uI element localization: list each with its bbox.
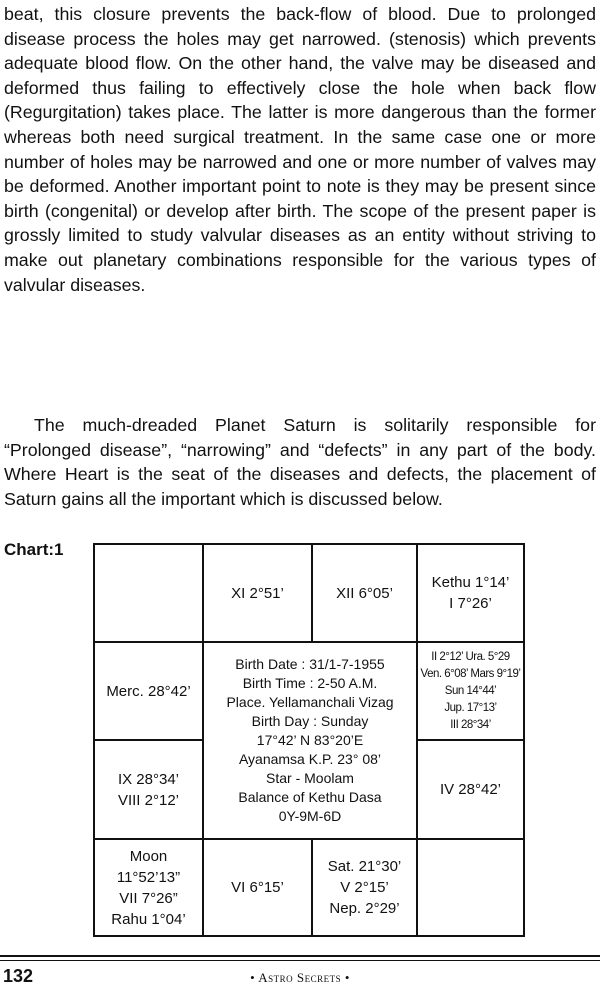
chart-cell-r3c1	[95, 741, 204, 840]
chart-cell-r4c1	[95, 840, 204, 935]
chart-cell-line: VIII 2°12’	[117, 791, 180, 809]
chart-cell-line: Merc. 28°42’	[106, 682, 191, 700]
chart-cell-line: VI 6°15’	[231, 879, 284, 896]
chart-cell-r1c3	[313, 545, 418, 643]
birth-detail-line: Star - Moolam	[266, 770, 354, 786]
birth-detail-line: Ayanamsa K.P. 23° 08’	[238, 751, 382, 767]
birth-detail-line: 17°42’ N 83°20’E	[256, 732, 364, 748]
chart-cell-r1c4	[418, 545, 523, 643]
chart-cell-line: III 28°34’	[450, 718, 491, 731]
chart-cell-line: V 2°15’	[340, 879, 389, 896]
chart-cell-r2c1	[95, 643, 204, 741]
chart-cell-r4c4	[418, 840, 523, 935]
chart-cell-line: Sat. 21°30’	[327, 858, 402, 875]
horoscope-chart	[93, 543, 525, 937]
birth-detail-line: 0Y-9M-6D	[278, 808, 342, 824]
birth-detail-line: Birth Day : Sunday	[251, 713, 369, 729]
body-paragraph-1: beat, this closure prevents the back-flow of blood. Due to prolonged disease process the holes may get narrowed. (stenosis) which prevents adequate blood flow. On the other hand, the valve may be diseased and deformed thus failing to effectively close the hole when back flow (Regurgitation) takes place. The latter is more dangerous than the former whereas both need surgical treatment. In the same case one or more number of holes may be narrowed and one or more number of valves may be deformed. Another important point to note is they may be present since birth (congenital) or develop after birth. The scope of the present paper is grossly limited to study valvular diseases as an entity without striving to make out planetary combinations responsible for the various types of valvular diseases.	[4, 4, 596, 295]
footer-rule	[0, 955, 600, 957]
birth-detail-line: Birth Time : 2-50 A.M.	[242, 675, 378, 691]
chart-cell-line: Nep. 2°29’	[329, 900, 400, 917]
chart-cell-line: II 2°12’ Ura. 5°29	[431, 650, 510, 663]
birth-detail-line: Birth Date : 31/1-7-1955	[235, 656, 385, 672]
chart-cell-r4c3	[313, 840, 418, 935]
birth-detail-line: Balance of Kethu Dasa	[238, 789, 382, 805]
chart-cell-line: XI 2°51’	[231, 584, 284, 602]
chart-cell-line: Kethu 1°14’	[431, 574, 510, 591]
chart-cell-line: Sun 14°44’	[444, 684, 497, 697]
chart-cell-line: I 7°26’	[449, 595, 492, 612]
chart-cell-r2c4	[418, 643, 523, 741]
chart-cell-line: IV 28°42’	[439, 781, 502, 798]
chart-cell-line: VII 7°26”	[119, 889, 178, 907]
chart-cell-line: Jup. 17°13’	[444, 701, 497, 714]
chart-cell-line: Moon	[129, 847, 168, 865]
chart-center-birth-details	[204, 643, 418, 840]
chart-label: Chart:1	[4, 540, 64, 559]
chart-cell-line: XII 6°05’	[336, 584, 393, 602]
chart-cell-line: Rahu 1°04’	[111, 910, 186, 928]
footer-rule-thin	[0, 960, 600, 961]
chart-cell-line: Ven. 6°08’ Mars 9°19’	[420, 667, 521, 680]
body-paragraph-2: The much-dreaded Planet Saturn is solitarily responsible for “Prolonged disease”, “narrowing” and “defects” in any part of the body. Where Heart is the seat of the diseases and defects, the placement of Saturn gains all the important which is discussed below.	[4, 415, 596, 509]
chart-cell-r3c4	[418, 741, 523, 840]
chart-cell-r1c2	[204, 545, 313, 643]
chart-cell-r4c2	[204, 840, 313, 935]
birth-detail-line: Place. Yellamanchali Vizag	[226, 694, 394, 710]
page-number: 132	[3, 966, 34, 986]
chart-cell-line: 11°52’13”	[116, 868, 181, 886]
chart-cell-r1c1	[95, 545, 204, 643]
chart-cell-line: IX 28°34’	[117, 770, 180, 788]
running-head: • Astro Secrets •	[250, 970, 350, 985]
